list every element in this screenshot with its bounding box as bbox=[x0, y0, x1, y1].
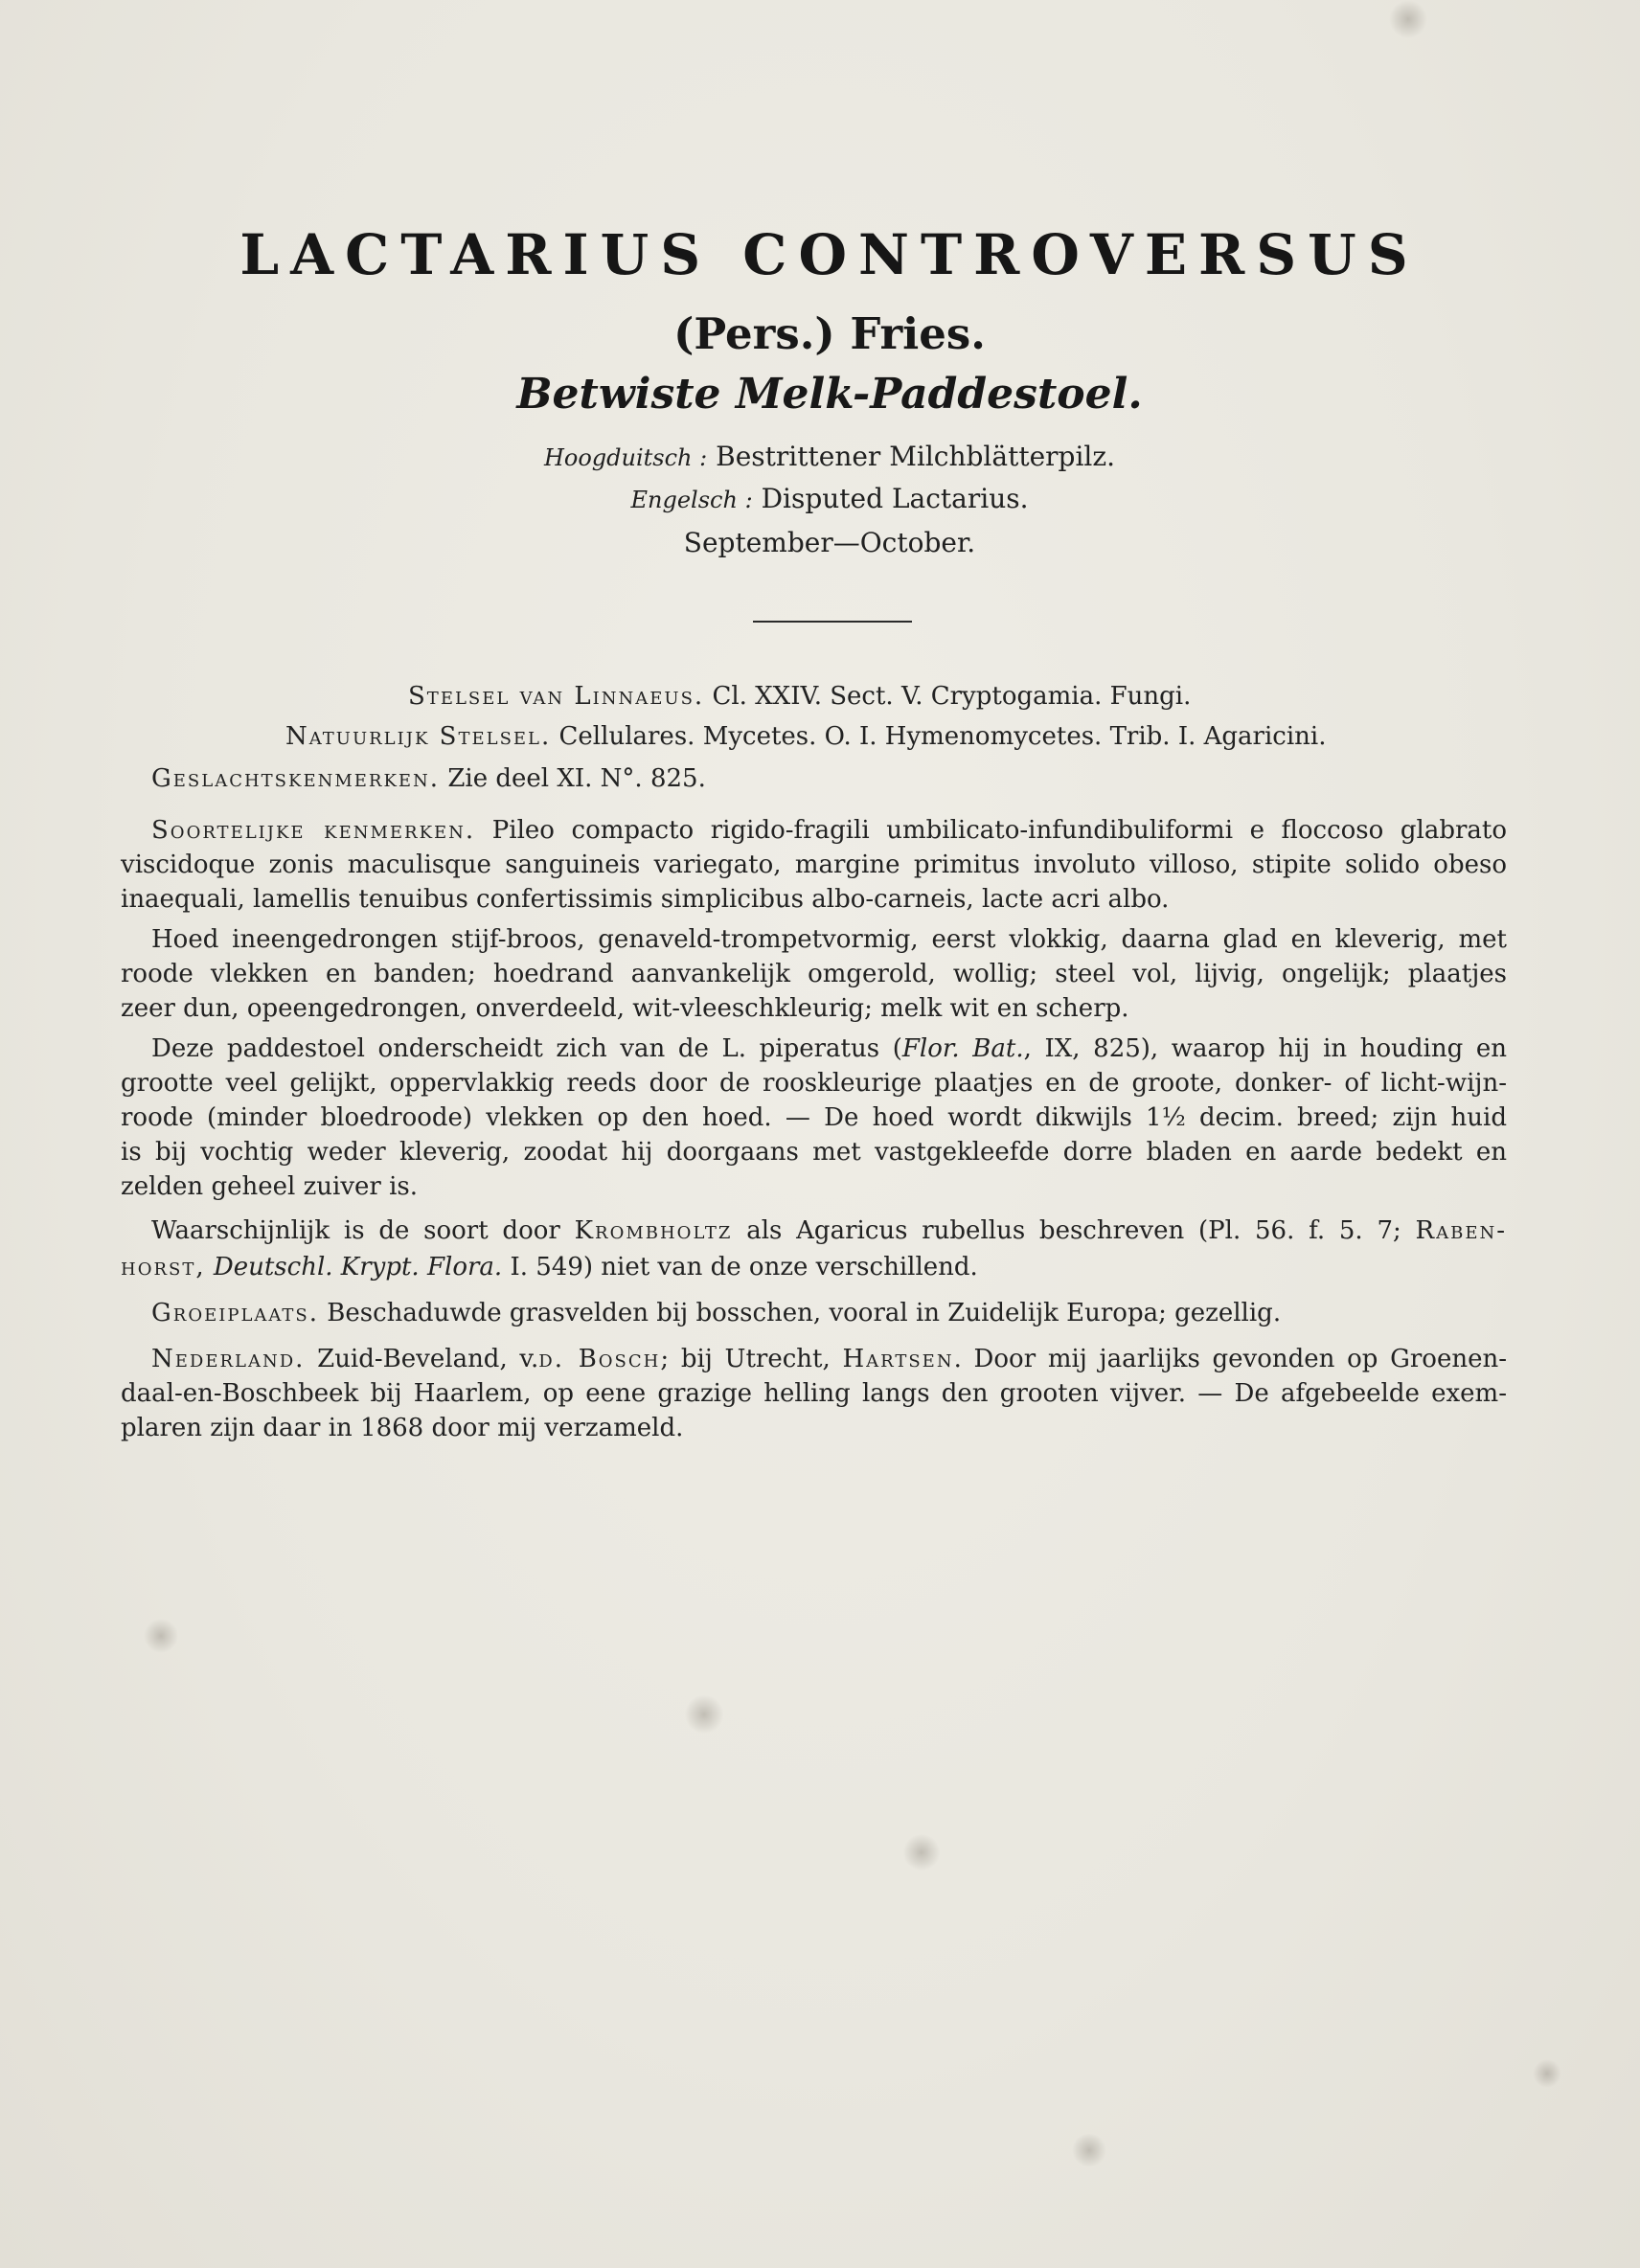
genus-characters-line bbox=[151, 764, 706, 793]
season: September—October. bbox=[683, 527, 976, 558]
paper-stain bbox=[902, 1834, 941, 1871]
natural-system-line bbox=[285, 722, 1327, 751]
synonym-text-2b: I. 549) niet van de onze verschillend. bbox=[510, 1253, 978, 1281]
author-rabenhorst-part-2: horst, bbox=[121, 1253, 206, 1281]
page-title: LACTARIUS CONTROVERSUS bbox=[239, 222, 1420, 287]
author-krombholtz: Krombholtz bbox=[574, 1216, 733, 1245]
dutch-description-line-3: zeer dun, opeengedrongen, onverdeeld, wit-vleeschkleurig; melk wit en scherp. bbox=[121, 994, 1129, 1023]
netherlands-line-1 bbox=[151, 1345, 1507, 1373]
habitat-text: Beschaduwde grasvelden bij bosschen, vooral in Zuidelijk Europa; gezellig. bbox=[327, 1299, 1282, 1327]
natural-system-label: Natuurlijk Stelsel. bbox=[285, 722, 552, 751]
netherlands-line-3: plaren zijn daar in 1868 door mij verzameld. bbox=[121, 1414, 684, 1442]
species-characters-line-2: viscidoque zonis maculisque sanguineis variegato, margine primitus involuto villoso, stipite solido obeso bbox=[121, 850, 1507, 879]
dutch-description-line-1: Hoed ineengedrongen stijf-broos, genaveld-trompetvormig, eerst vlokkig, daarna glad en kleverig, met bbox=[151, 925, 1507, 954]
linnaeus-text: Cl. XXIV. Sect. V. Cryptogamia. Fungi. bbox=[712, 682, 1192, 711]
deutschl-krypt-flora-reference: Deutschl. Krypt. Flora. bbox=[213, 1253, 503, 1281]
linnaeus-line bbox=[408, 682, 1191, 711]
netherlands-text-1a: Zuid-Beveland, v. bbox=[317, 1345, 539, 1373]
comparison-text-1b: , IX, 825), waarop hij in houding en bbox=[1023, 1034, 1507, 1063]
english-label: Engelsch : bbox=[630, 487, 753, 513]
english-name-line bbox=[0, 483, 1640, 514]
paper-stain bbox=[1071, 2134, 1107, 2166]
divider-rule bbox=[753, 621, 912, 623]
german-name: Bestrittener Milchblätterpilz. bbox=[716, 441, 1116, 472]
paper-stain bbox=[1389, 0, 1427, 38]
species-authority: (Pers.) Fries. bbox=[673, 308, 986, 359]
comparison-line-5: zelden geheel zuiver is. bbox=[121, 1172, 419, 1201]
genus-characters-label: Geslachtskenmerken. bbox=[151, 764, 441, 793]
comparison-line-1 bbox=[151, 1034, 1507, 1063]
linnaeus-label: Stelsel van Linnaeus. bbox=[408, 682, 705, 711]
natural-system-text: Cellulares. Mycetes. O. I. Hymenomycetes. Trib. I. Agaricini. bbox=[558, 722, 1327, 751]
netherlands-line-2: daal-en-Boschbeek bij Haarlem, op eene grazige helling langs den grooten vijver. — De afgebeelde exem- bbox=[121, 1379, 1507, 1408]
german-name-line bbox=[0, 441, 1640, 472]
german-label: Hoogduitsch : bbox=[543, 444, 708, 471]
comparison-line-4: is bij vochtig weder kleverig, zoodat hij doorgaans met vastgekleefde dorre bladen en aarde bedekt en bbox=[121, 1138, 1507, 1167]
habitat-line bbox=[151, 1299, 1281, 1327]
comparison-text-1a: Deze paddestoel onderscheidt zich van de L. piperatus ( bbox=[151, 1034, 902, 1063]
species-characters-line-1 bbox=[151, 816, 1507, 845]
paper-stain bbox=[684, 1695, 724, 1734]
synonym-text-1a: Waarschijnlijk is de soort door bbox=[151, 1216, 560, 1245]
netherlands-text-1b: ; bij Utrecht, bbox=[660, 1345, 831, 1373]
species-characters-line-3: inaequali, lamellis tenuibus confertissimis simplicibus albo-carneis, lacte acri albo. bbox=[121, 885, 1170, 914]
flora-batava-reference: Flor. Bat. bbox=[901, 1034, 1024, 1063]
dutch-description-line-2: roode vlekken en banden; hoedrand aanvankelijk omgerold, wollig; steel vol, lijvig, ongelijk; plaatjes bbox=[121, 960, 1507, 988]
paper-stain bbox=[1533, 2059, 1561, 2088]
netherlands-label: Nederland. bbox=[151, 1345, 306, 1373]
paper-stain bbox=[144, 1619, 178, 1653]
comparison-line-2: grootte veel gelijkt, oppervlakkig reeds door de rooskleurige plaatjes en de groote, donker- of licht-wijn- bbox=[121, 1069, 1507, 1098]
synonym-line-1 bbox=[151, 1216, 1507, 1245]
dutch-common-name: Betwiste Melk-Paddestoel. bbox=[516, 370, 1143, 419]
author-rabenhorst-part-1: Raben- bbox=[1415, 1216, 1508, 1245]
english-name: Disputed Lactarius. bbox=[761, 483, 1029, 514]
species-characters-text-1: Pileo compacto rigido-fragili umbilicato-infundibuliformi e floccoso glabrato bbox=[491, 816, 1507, 845]
synonym-text-1b: als Agaricus rubellus beschreven (Pl. 56. f. 5. 7; bbox=[746, 1216, 1401, 1245]
habitat-label: Groeiplaats. bbox=[151, 1299, 320, 1327]
synonym-line-2 bbox=[121, 1253, 978, 1281]
comparison-line-3: roode (minder bloedroode) vlekken op den hoed. — De hoed wordt dikwijls 1½ decim. breed; zijn huid bbox=[121, 1103, 1507, 1132]
collector-hartsen: Hartsen bbox=[842, 1345, 954, 1373]
collector-bosch: d. Bosch bbox=[538, 1345, 661, 1373]
genus-characters-text: Zie deel XI. N°. 825. bbox=[447, 764, 706, 793]
species-characters-label: Soortelijke kenmerken. bbox=[151, 816, 476, 845]
netherlands-text-1c: . Door mij jaarlijks gevonden op Groenen- bbox=[953, 1345, 1508, 1373]
